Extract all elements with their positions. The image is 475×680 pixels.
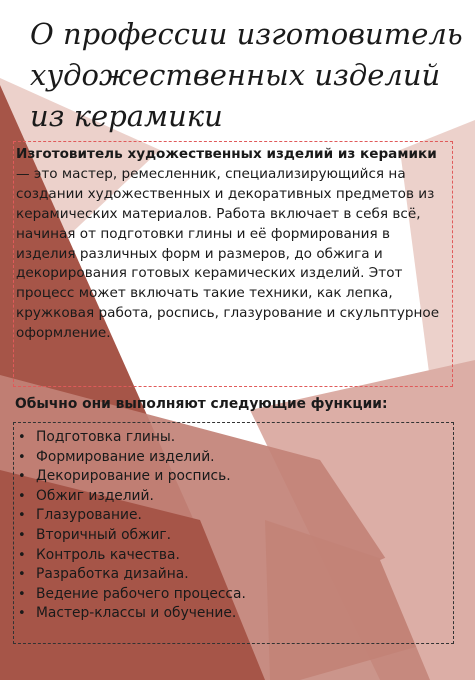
- bullet-icon: •: [18, 508, 26, 524]
- list-item: [14, 565, 453, 585]
- bullet-icon: •: [18, 469, 26, 485]
- list-item-text: Обжиг изделий.: [36, 487, 154, 504]
- title-line-3: из керамики: [30, 99, 223, 133]
- list-item: [14, 448, 453, 468]
- list-item-text: Вторичный обжиг.: [36, 526, 172, 543]
- list-item: [14, 467, 453, 487]
- list-item-text: Глазурование.: [36, 507, 142, 524]
- list-item-text: Декорирование и роспись.: [36, 468, 231, 485]
- intro-description: — это мастер, ремесленник, специализирующийся на создании художественных и декоративных предметов из керамических материалов. Работа включает в себя всё, начиная от подготовки глины и её формирования в изделия различных форм и размеров, до обжига и декорирования готовых керамических изделий. Этот процесс может включать такие техники, как лепка, кружковая работа, роспись, глазурование и скульптурное оформление.: [16, 165, 440, 342]
- list-item-text: Формирование изделий.: [36, 448, 215, 465]
- title-line-1: О профессии изготовитель: [30, 17, 463, 51]
- bullet-icon: •: [18, 430, 26, 445]
- functions-list-box: [13, 422, 454, 644]
- list-item: [14, 428, 453, 448]
- bullet-icon: •: [18, 606, 26, 622]
- list-item: [14, 604, 453, 624]
- title-line-2: художественных изделий: [30, 58, 441, 92]
- list-item-text: Ведение рабочего процесса.: [36, 585, 246, 602]
- intro-text-box: [13, 141, 453, 387]
- list-item: [14, 526, 453, 546]
- list-item-text: Контроль качества.: [36, 546, 180, 563]
- bullet-icon: •: [18, 547, 26, 563]
- functions-heading: Обычно они выполняют следующие функции:: [15, 396, 388, 412]
- list-item-text: Мастер-классы и обучение.: [36, 605, 237, 622]
- bullet-icon: •: [18, 567, 26, 583]
- bullet-icon: •: [18, 527, 26, 543]
- bullet-icon: •: [18, 449, 26, 465]
- list-item: [14, 546, 453, 566]
- list-item: [14, 506, 453, 526]
- page-title: [30, 14, 463, 137]
- functions-list: [14, 428, 453, 624]
- bullet-icon: •: [18, 488, 26, 504]
- list-item: [14, 487, 453, 507]
- bullet-icon: •: [18, 586, 26, 602]
- list-item-text: Разработка дизайна.: [36, 566, 189, 583]
- intro-term: Изготовитель художественных изделий из керамики: [16, 146, 437, 162]
- list-item: [14, 585, 453, 605]
- list-item-text: Подготовка глины.: [36, 429, 176, 445]
